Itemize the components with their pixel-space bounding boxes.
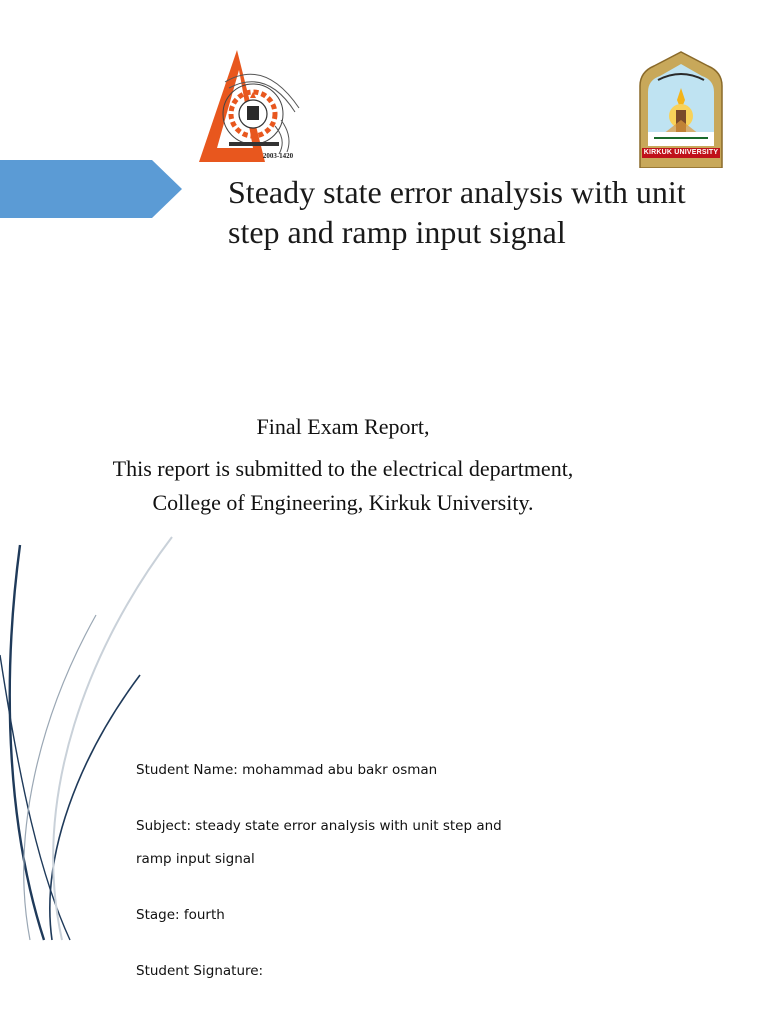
decorative-curves <box>0 535 200 945</box>
subject-line-1: Subject: steady state error analysis with unit step and <box>136 818 502 834</box>
blue-arrow-banner <box>0 160 182 218</box>
report-submission-line-1: This report is submitted to the electrical department, <box>112 456 574 481</box>
student-name: Student Name: mohammad abu bakr osman <box>136 762 438 778</box>
kirkuk-university-label: KIRKUK UNIVERSITY <box>643 149 719 156</box>
college-logo-year: 2003-1420 <box>262 152 294 160</box>
student-signature: Student Signature: <box>136 963 264 979</box>
document-title: Steady state error analysis with unit step and ramp input signal <box>228 174 686 250</box>
report-heading: Final Exam Report, <box>256 414 430 439</box>
subject-line-2: ramp input signal <box>136 851 255 867</box>
college-of-engineering-logo-icon <box>195 48 305 166</box>
stage: Stage: fourth <box>136 907 225 923</box>
report-submission-line-2: College of Engineering, Kirkuk University. <box>152 490 534 515</box>
